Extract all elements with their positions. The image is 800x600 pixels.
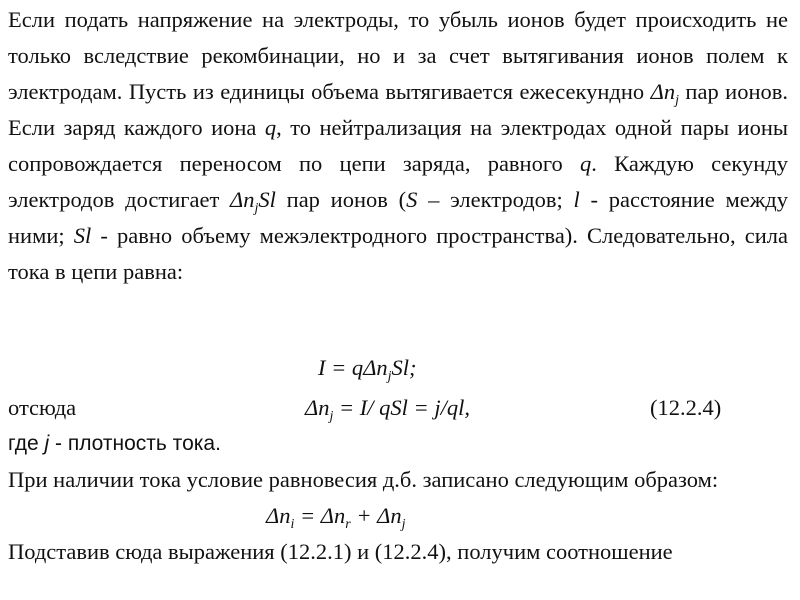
text-segment: Подставив сюда выражения (12.2.1) и (12.2.4), получим соотношение [8,539,673,564]
where-line: где j - плотность тока. [8,432,221,455]
symbol-Sl: Sl [73,223,92,248]
text-segment: пар ионов ( [275,187,407,212]
symbol-l: l [573,187,580,212]
symbol-S: S [406,187,418,212]
paragraph-equilibrium [8,462,788,498]
text-segment: , то нейтрализация на электродах одной пары ионы сопровождается переносом по цепи заряда, равного [8,115,788,176]
text-segment: – электродов; [417,187,574,212]
symbol-q: q [264,115,277,140]
equation-number: (12.2.4) [650,395,722,420]
formula-density: $\Delta n_j = I/$ qSl = j/ql, [305,395,470,424]
symbol-delta-n: $\Delta n_jSl$ [230,187,276,216]
symbol-delta-n: $\Delta n_j$ [650,79,679,108]
paragraph-voltage-electrodes [8,2,788,330]
text-segment: пар ионов. Если заряд каждого иона [8,79,788,140]
text-segment: . Каждую секунду электродов достигает [8,151,788,212]
text-segment: - расстояние между ними; [8,187,788,248]
text-segment: - равно объему межэлектродного пространства). Следовательно, сила тока в цепи равна: [8,223,788,284]
text-segment: Если подать напряжение на электроды, то убыль ионов будет происходить не только вследствие рекомбинации, но и за счет вытягивания ионов полем к электродам. Пусть из единицы объема вытягивается ежесекундно [8,7,788,104]
paragraph-substitution [8,534,788,570]
formula-density-prefix: отсюда [8,395,77,420]
text-segment: При наличии тока условие равновесия д.б. записано следующим образом: [8,467,719,492]
formula-equilibrium: $\Delta n_i = \Delta n_r + \Delta n_j$ [266,503,406,532]
symbol-q: q [580,151,592,176]
formula-current: I = qΔn$_j$Sl; [318,355,417,384]
